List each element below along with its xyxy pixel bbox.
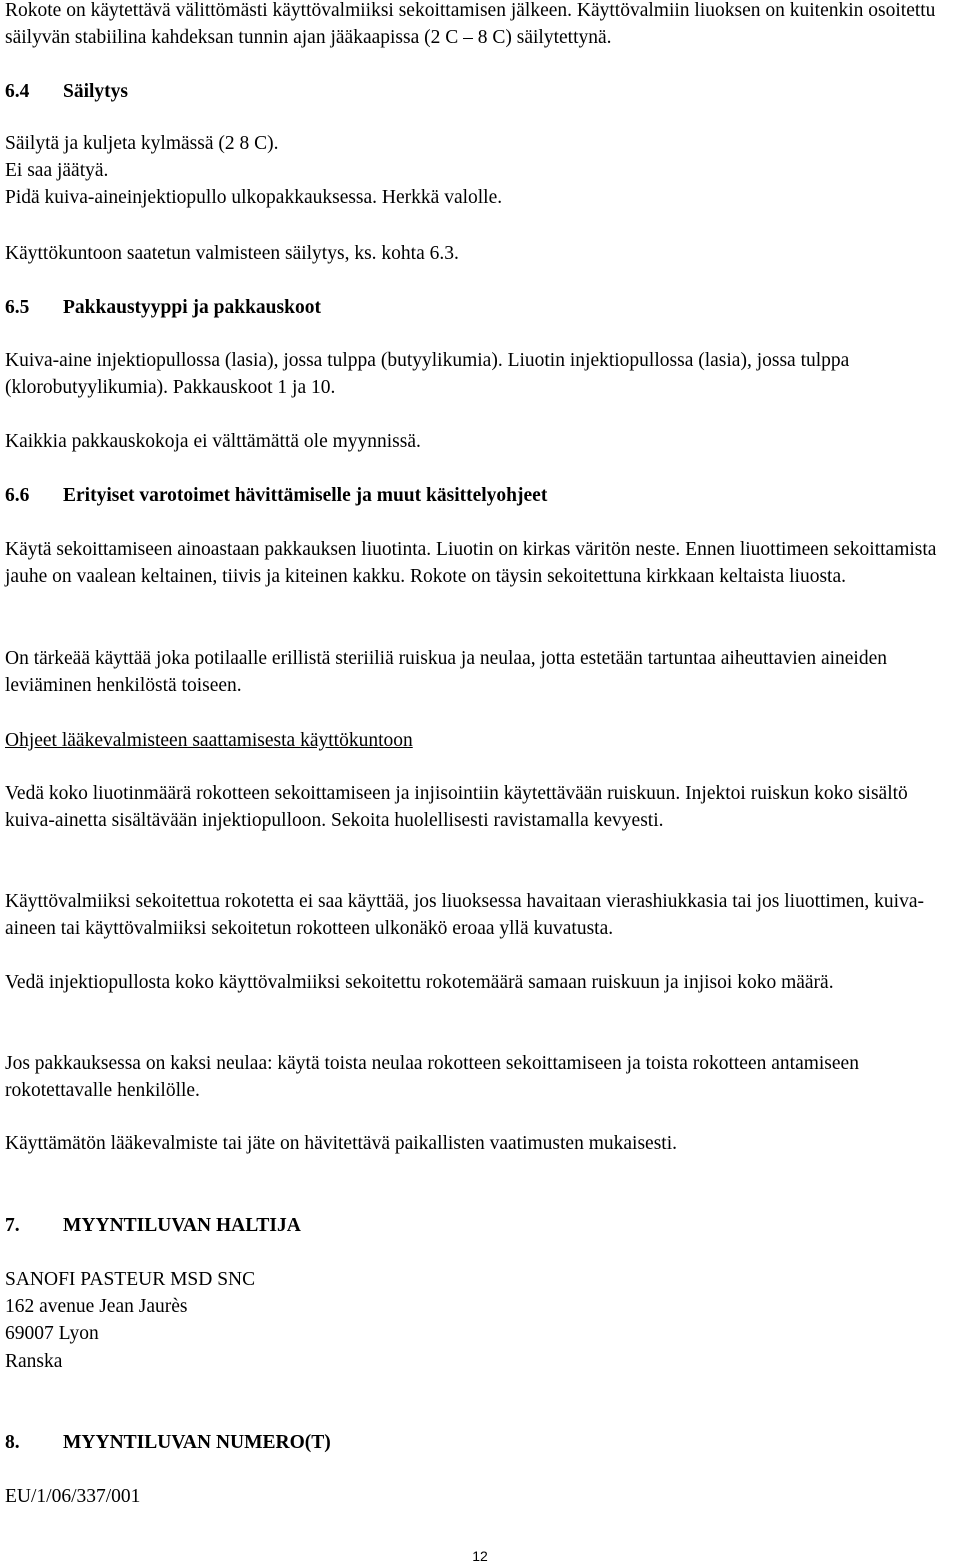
section-6-5-paragraph: Kaikkia pakkauskokoja ei välttämättä ole myynnissä. bbox=[5, 431, 421, 452]
section-title: Säilytys bbox=[63, 81, 129, 102]
section-6-6-paragraph: Käyttämätön lääkevalmiste tai jäte on hävitettävä paikallisten vaatimusten mukaisesti. bbox=[5, 1133, 677, 1154]
address-line: 162 avenue Jean Jaurès bbox=[5, 1296, 188, 1318]
section-number: 6.6 bbox=[5, 485, 30, 506]
section-6-6-paragraph: On tärkeää käyttää joka potilaalle erillistä steriiliä ruiskua ja neulaa, jotta estetään tartuntaa aiheuttavien aineiden leviäminen henkilöstä toiseen. bbox=[5, 648, 887, 697]
section-6-5-paragraph: Kuiva-aine injektiopullossa (lasia), jossa tulppa (butyylikumia). Liuotin injektiopullossa (lasia), jossa tulppa (klorobutyylikumia). Pakkauskoot 1 ja 10. bbox=[5, 350, 850, 399]
section-title: Pakkaustyyppi ja pakkauskoot bbox=[63, 297, 321, 318]
marketing-authorisation-number: EU/1/06/337/001 bbox=[5, 1486, 141, 1507]
marketing-authorisation-holder-address bbox=[5, 1266, 955, 1375]
section-6-6-paragraph: Jos pakkauksessa on kaksi neulaa: käytä toista neulaa rokotteen sekoittamiseen ja toista rokotteen antamiseen rokotettavalle henkilölle. bbox=[5, 1053, 859, 1102]
address-line: Ranska bbox=[5, 1350, 63, 1372]
section-number: 6.4 bbox=[5, 81, 30, 102]
section-6-6-paragraph: Vedä koko liuotinmäärä rokotteen sekoittamiseen ja injisointiin käytettävään ruiskuun. Injektoi ruiskun koko sisältö kuiva-ainetta sisältävään injektiopulloon. Sekoita huolellisesti ravistamalla kevyesti. bbox=[5, 783, 908, 832]
section-6-4-heading bbox=[5, 78, 128, 105]
section-number: 6.5 bbox=[5, 297, 30, 318]
section-6-6-heading bbox=[5, 482, 547, 509]
section-title: MYYNTILUVAN HALTIJA bbox=[63, 1215, 301, 1236]
address-line: 69007 Lyon bbox=[5, 1323, 99, 1345]
page-number: 12 bbox=[472, 1548, 488, 1564]
address-line: SANOFI PASTEUR MSD SNC bbox=[5, 1269, 256, 1290]
section-number: 7. bbox=[5, 1215, 20, 1236]
storage-line: Pidä kuiva-aineinjektiopullo ulkopakkauksessa. Herkkä valolle. bbox=[5, 187, 503, 209]
section-title: MYYNTILUVAN NUMERO(T) bbox=[63, 1432, 331, 1453]
section-8-heading bbox=[5, 1429, 331, 1456]
section-6-6-paragraph: Käytä sekoittamiseen ainoastaan pakkauksen liuotinta. Liuotin on kirkas väritön neste. Ennen liuottimeen sekoittamista jauhe on vaalean keltainen, tiivis ja kiteinen kakku. Rokote on täysin sekoitettuna kirkkaan keltaista liuosta. bbox=[5, 539, 937, 588]
section-7-heading bbox=[5, 1212, 301, 1239]
section-6-4-reference: Käyttökuntoon saatetun valmisteen säilytys, ks. kohta 6.3. bbox=[5, 243, 459, 264]
intro-paragraph: Rokote on käytettävä välittömästi käyttövalmiiksi sekoittamisen jälkeen. Käyttövalmiin liuoksen on kuitenkin osoitettu säilyvän stabiilina kahdeksan tunnin ajan jääkaapissa (2 C – 8 C) säilytettynä. bbox=[5, 0, 936, 49]
storage-line: Säilytä ja kuljeta kylmässä (2 8 C). bbox=[5, 133, 279, 154]
storage-line: Ei saa jäätyä. bbox=[5, 160, 109, 182]
instructions-subheading: Ohjeet lääkevalmisteen saattamisesta käyttökuntoon bbox=[5, 730, 413, 751]
section-6-6-paragraph: Vedä injektiopullosta koko käyttövalmiiksi sekoitettu rokotemäärä samaan ruiskuun ja injisoi koko määrä. bbox=[5, 972, 834, 993]
section-title: Erityiset varotoimet hävittämiselle ja muut käsittelyohjeet bbox=[63, 485, 548, 506]
section-number: 8. bbox=[5, 1432, 20, 1453]
section-6-6-paragraph: Käyttövalmiiksi sekoitettua rokotetta ei saa käyttää, jos liuoksessa havaitaan vierashiukkasia tai jos liuottimen, kuiva-aineen tai käyttövalmiiksi sekoitetun rokotteen ulkonäkö eroaa yllä kuvatusta. bbox=[5, 891, 924, 940]
section-6-4-storage-lines bbox=[5, 130, 955, 212]
section-6-5-heading bbox=[5, 294, 321, 321]
